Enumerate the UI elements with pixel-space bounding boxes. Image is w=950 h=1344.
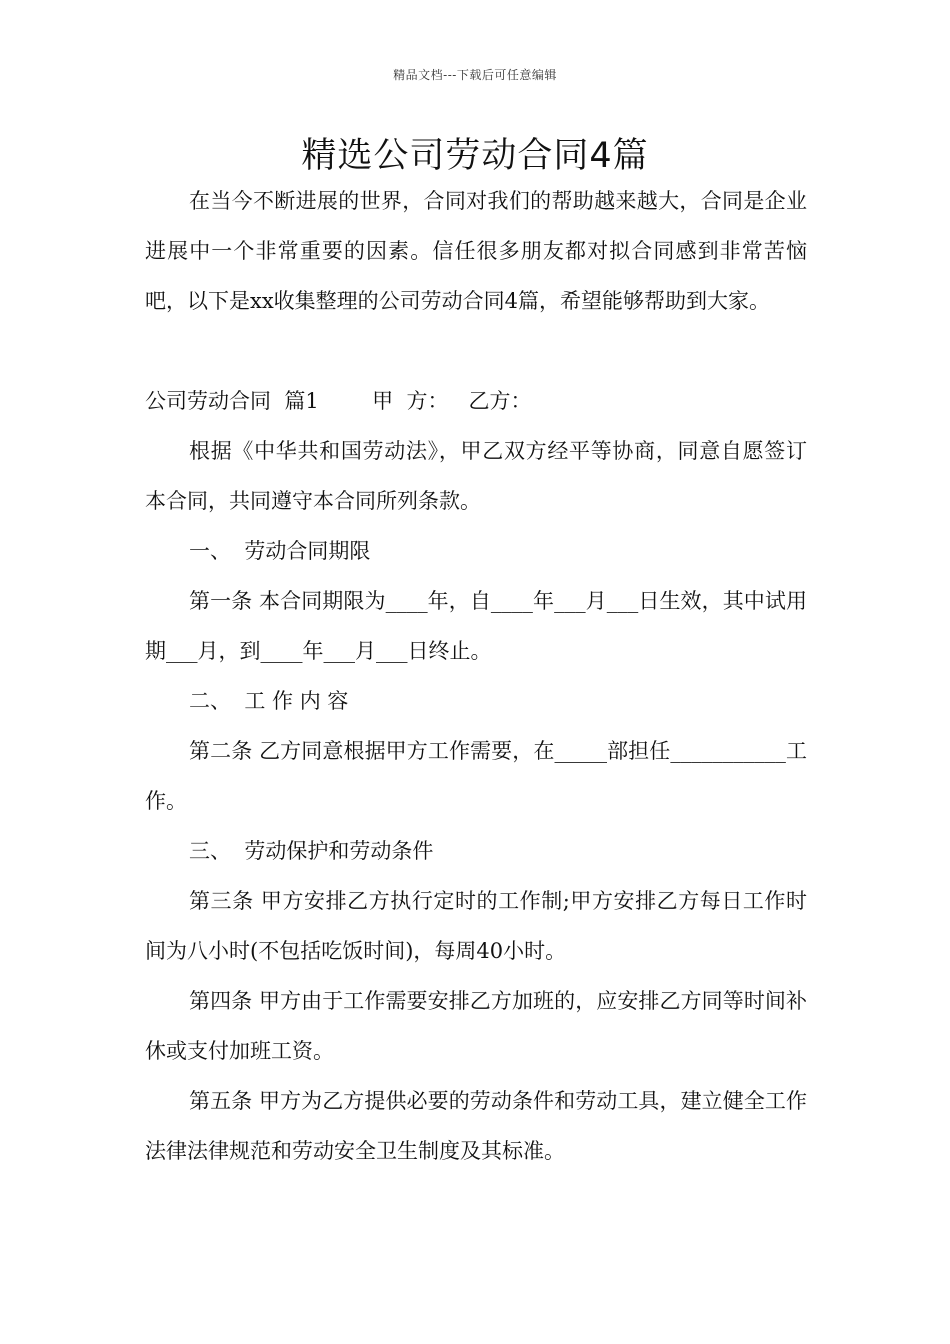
article-2: 第二条 乙方同意根据甲方工作需要，在_____部担任___________工作。	[145, 739, 807, 813]
article-3: 第三条 甲方安排乙方执行定时的工作制;甲方安排乙方每日工作时间为八小时(不包括吃饭时间)，每周40小时。	[145, 889, 807, 963]
section-title-term: 一、 劳动合同期限	[189, 539, 371, 563]
paragraph-gap	[145, 326, 807, 376]
document-title: 精选公司劳动合同4篇	[301, 136, 649, 176]
section-title-work-content: 二、 工 作 内 容	[189, 689, 349, 713]
section-title-labor-protection: 三、 劳动保护和劳动条件	[189, 839, 434, 863]
intro-paragraph: 在当今不断进展的世界，合同对我们的帮助越来越大，合同是企业进展中一个非常重要的因素。信任很多朋友都对拟合同感到非常苦恼吧，以下是xx收集整理的公司劳动合同4篇，希望能够帮助到大家。	[145, 189, 807, 313]
preamble-paragraph: 根据《中华共和国劳动法》，甲乙双方经平等协商，同意自愿签订本合同，共同遵守本合同所列条款。	[145, 439, 807, 513]
article-4: 第四条 甲方由于工作需要安排乙方加班的，应安排乙方同等时间补休或支付加班工资。	[145, 989, 807, 1063]
contract-heading: 公司劳动合同 篇1 甲 方： 乙方：	[145, 389, 532, 413]
article-1: 第一条 本合同期限为____年，自____年___月___日生效，其中试用期___月，到____年___月___日终止。	[145, 589, 807, 663]
page-header: 精品文档---下载后可任意编辑	[393, 68, 557, 82]
document-body	[145, 176, 807, 1176]
article-5: 第五条 甲方为乙方提供必要的劳动条件和劳动工具，建立健全工作法律法律规范和劳动安全卫生制度及其标准。	[145, 1089, 807, 1163]
